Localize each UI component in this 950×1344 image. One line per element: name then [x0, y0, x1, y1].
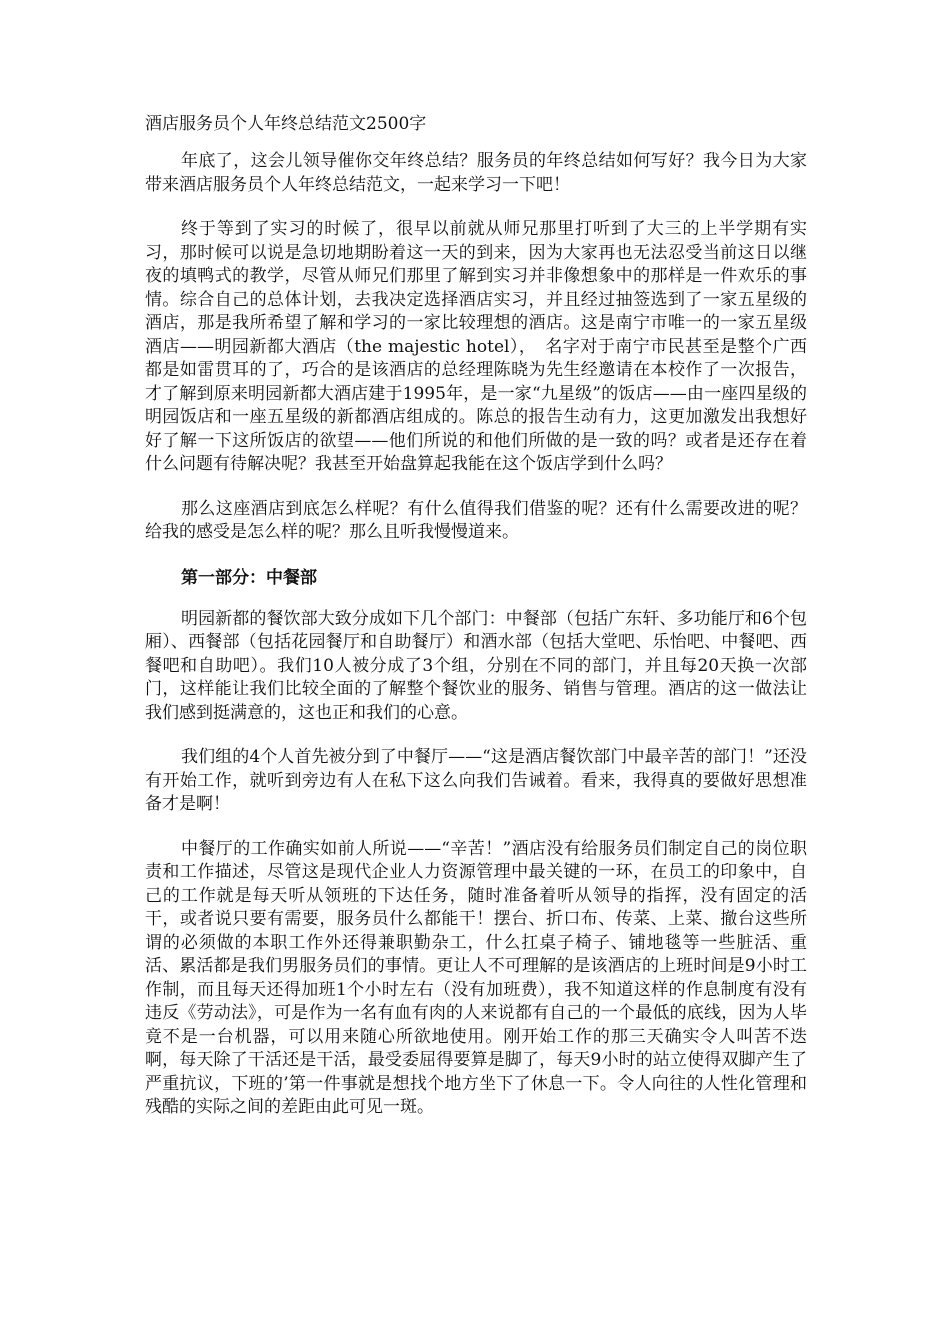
document-page: [145, 112, 807, 1141]
body-paragraph-5: 中餐厅的工作确实如前人所说——“辛苦！”酒店没有给服务员们制定自己的岗位职责和工作描述，尽管这是现代企业人力资源管理中最关键的一环，在员工的印象中，自己的工作就是每天听从领班的下达任务，随时准备着听从领导的指挥，没有固定的活干，或者说只要有需要，服务员什么都能干！摆台、折口布、传菜、上菜、撤台这些所谓的必须做的本职工作外还得兼职勤杂工，什么扛桌子椅子、铺地毯等一些脏活、重活、累活都是我们男服务员们的事情。更让人不可理解的是该酒店的上班时间是9小时工作制，而且每天还得加班1个小时左右（没有加班费），我不知道这样的作息制度有没有违反《劳动法》，可是作为一名有血有肉的人来说都有自己的一个最低的底线，因为人毕竟不是一台机器，可以用来随心所欲地使用。刚开始工作的那三天确实令人叫苦不迭啊，每天除了干活还是干活，最受委屈得要算是脚了，每天9小时的站立使得双脚产生了严重抗议，下班的’第一件事就是想找个地方坐下了休息一下。令人向往的人性化管理和残酷的实际之间的差距由此可见一斑。: [145, 838, 807, 1117]
body-paragraph-2: 那么这座酒店到底怎么样呢？有什么值得我们借鉴的呢？还有什么需要改进的呢？给我的感受是怎么样的呢？那么且听我慢慢道来。: [145, 498, 807, 542]
body-paragraph-1: 终于等到了实习的时候了，很早以前就从师兄那里打听到了大三的上半学期有实习，那时候可以说是急切地期盼着这一天的到来，因为大家再也无法忍受当前这日以继夜的填鸭式的教学，尽管从师兄们那里了解到实习并非像想象中的那样是一件欢乐的事情。综合自己的总体计划，去我决定选择酒店实习，并且经过抽签选到了一家五星级的酒店，那是我所希望了解和学习的一家比较理想的酒店。这是南宁市唯一的一家五星级酒店——明园新都大酒店（the majestic hotel）， 名字对于南宁市民甚至是整个广西都是如雷贯耳的了，巧合的是该酒店的总经理陈晓为先生经邀请在本校作了一次报告，才了解到原来明园新都大酒店建于1995年，是一家“九星级”的饭店——由一座四星级的明园饭店和一座五星级的新都酒店组成的。陈总的报告生动有力，这更加激发出我想好好了解一下这所饭店的欲望——他们所说的和他们所做的是一致的吗？或者是还存在着什么问题有待解决呢？我甚至开始盘算起我能在这个饭店学到什么吗？: [145, 219, 807, 474]
document-title: 酒店服务员个人年终总结范文2500字: [145, 114, 427, 134]
body-paragraph-3: 明园新都的餐饮部大致分成如下几个部门：中餐部（包括广东轩、多功能厅和6个包厢）、西餐部（包括花园餐厅和自助餐厅）和酒水部（包括大堂吧、乐怡吧、中餐吧、西餐吧和自助吧）。我们10人被分成了3个组，分别在不同的部门，并且每20天换一次部门，这样能让我们比较全面的了解整个餐饮业的服务、销售与管理。酒店的这一做法让我们感到挺满意的，这也正和我们的心意。: [145, 608, 807, 723]
intro-paragraph: 年底了，这会儿领导催你交年终总结？服务员的年终总结如何写好？我今日为大家带来酒店服务员个人年终总结范文，一起来学习一下吧！: [145, 151, 807, 195]
body-paragraph-4: 我们组的4个人首先被分到了中餐厅——“这是酒店餐饮部门中最辛苦的部门！”还没有开始工作，就听到旁边有人在私下这么向我们告诫着。看来，我得真的要做好思想准备才是啊！: [145, 747, 807, 814]
section-heading: 第一部分：中餐部: [181, 567, 317, 588]
